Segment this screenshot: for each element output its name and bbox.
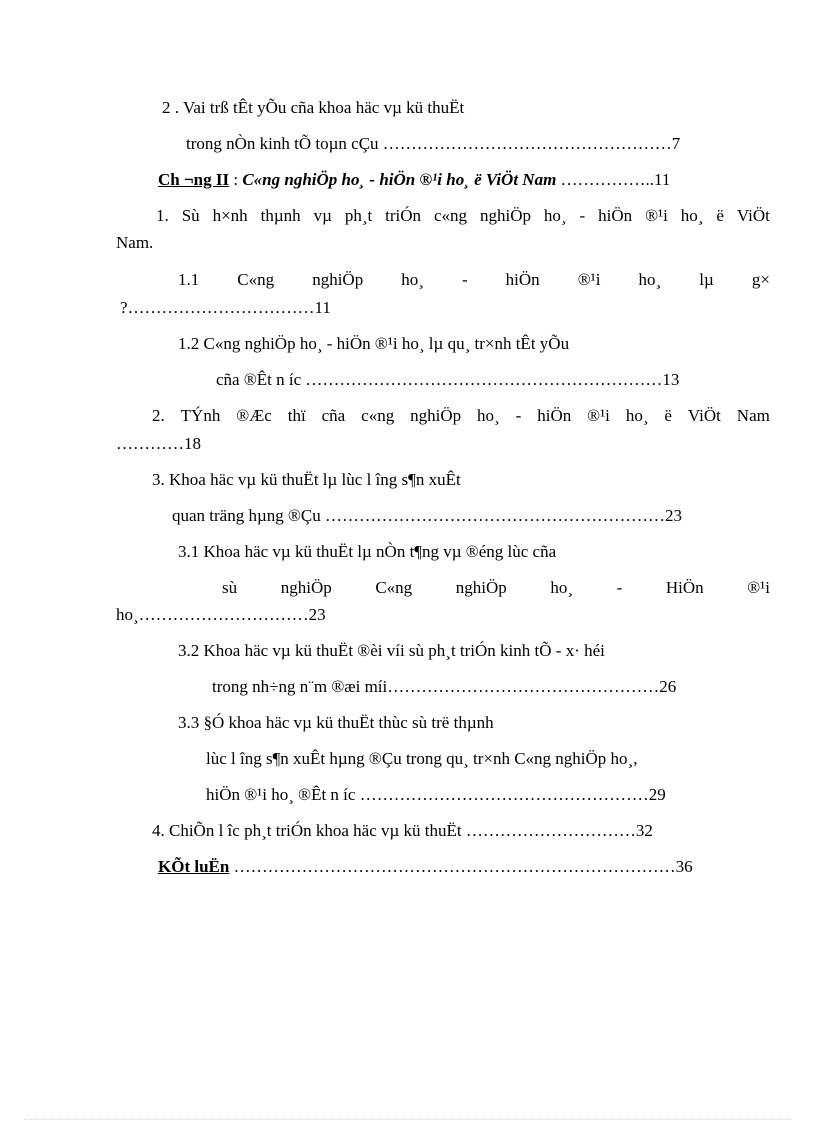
toc-entry-ch2-4: 4. ChiÕn l îc ph¸t triÓn khoa häc vµ kü thuËt …………………………32	[152, 821, 653, 840]
toc-entry-3-1-cont2: ho¸…………………………23	[116, 605, 326, 624]
toc-entry-1-2: 1.2 C«ng nghiÖp ho¸ - hiÖn ®¹i ho¸ lµ qu¸ tr×nh tÊt yÕu	[178, 334, 570, 353]
toc-entry-3-3-cont2: hiÖn ®¹i ho¸ ®Êt n íc ……………………………………………29	[206, 785, 666, 804]
toc-conclusion	[158, 857, 693, 877]
toc-entry-ch2-1-cont: Nam.	[116, 233, 154, 252]
toc-entry-3-2: 3.2 Khoa häc vµ kü thuËt ®èi víi sù ph¸t triÓn kinh tÕ - x· héi	[178, 641, 605, 660]
chapter-label: Ch ¬ng II	[158, 170, 230, 189]
toc-entry-2: 2 . Vai trß tÊt yÕu cña khoa häc vµ kü thuËt	[162, 98, 465, 117]
toc-entry-ch2-1: 1. Sù h×nh thµnh vµ ph¸t triÓn c«ng nghiÖp ho¸ - hiÖn ®¹i ho¸ ë ViÖt	[156, 206, 770, 225]
toc-entry-ch2-2-cont: …………18	[116, 434, 201, 453]
toc-entry-2-cont: trong nÒn kinh tÕ toµn cÇu ……………………………………………7	[186, 134, 681, 153]
conclusion-label: KÕt luËn	[158, 857, 230, 876]
toc-entry-1-1-cont: ?……………………………11	[120, 298, 331, 317]
toc-entry-ch2-3-cont: quan träng hµng ®Çu ……………………………………………………23	[172, 506, 683, 525]
toc-entry-ch2-2: 2. TÝnh ®Æc thï cña c«ng nghiÖp ho¸ - hiÖn ®¹i ho¸ ë ViÖt Nam	[152, 406, 770, 425]
toc-entry-3-3: 3.3 §Ó khoa häc vµ kü thuËt thùc sù trë thµnh	[178, 713, 494, 732]
toc-entry-3-2-cont: trong nh÷ng n¨m ®æi míi…………………………………………26	[212, 677, 677, 696]
toc-entry-3-1-cont: sù nghiÖp C«ng nghiÖp ho¸ - HiÖn ®¹i	[222, 578, 770, 597]
chapter-sep: :	[229, 170, 243, 189]
chapter-title: C«ng nghiÖp ho¸ - hiÖn ®¹i ho¸ ë ViÖt Nam	[242, 170, 557, 189]
toc-chapter-2	[158, 170, 670, 190]
page-bottom-rule	[24, 1119, 792, 1120]
toc-entry-1-2-cont: cña ®Êt n íc ………………………………………………………13	[216, 370, 680, 389]
toc-entry-ch2-3: 3. Khoa häc vµ kü thuËt lµ lùc l îng s¶n xuÊt	[152, 470, 461, 489]
toc-entry-3-3-cont: lùc l îng s¶n xuÊt hµng ®Çu trong qu¸ tr×nh C«ng nghiÖp ho¸,	[206, 749, 638, 768]
toc-entry-1-1: 1.1 C«ng nghiÖp ho¸ - hiÖn ®¹i ho¸ lµ g×	[178, 270, 770, 289]
toc-entry-3-1: 3.1 Khoa häc vµ kü thuËt lµ nÒn t¶ng vµ ®éng lùc cña	[178, 542, 557, 561]
conclusion-dots: ……………………………………………………………………36	[229, 857, 693, 876]
chapter-dots: ……………..11	[556, 170, 671, 189]
